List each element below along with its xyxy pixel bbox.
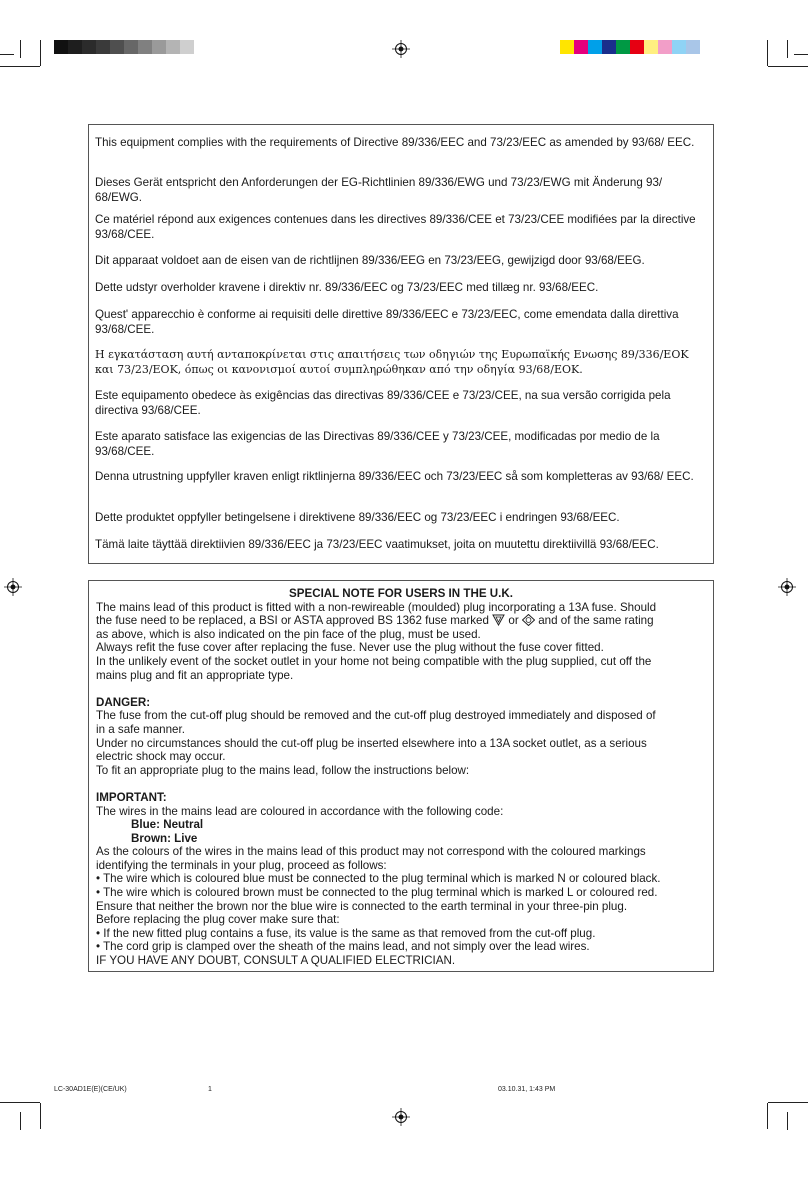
crop-mark [40,40,41,66]
danger-text: The fuse from the cut-off plug should be removed and the cut-off plug destroyed immediately and disposed of [96,709,656,723]
color-swatch [96,40,110,54]
color-swatch [180,40,194,54]
important-heading: IMPORTANT: [96,790,167,804]
compliance-no: Dette produktet oppfyller betingelsene i direktivene 89/336/EEC og 73/23/EEC i endringen 93/68/EEC. [95,511,620,524]
important-text: Before replacing the plug cover make sure that: [96,913,340,927]
important-text: As the colours of the wires in the mains lead of this product may not correspond with the coloured markings [96,845,646,859]
registration-mark-icon [4,578,22,596]
color-swatch [630,40,644,54]
bullet-item: • The cord grip is clamped over the sheath of the mains lead, and not simply over the lead wires. [96,940,590,954]
spacer [96,777,706,791]
danger-text: in a safe manner. [96,722,185,736]
compliance-it: Quest' apparecchio è conforme ai requisiti delle direttive 89/336/EEC e 73/23/EEC, come emendata dalla direttiva 93/68/CEE. [95,308,679,337]
compliance-sv: Denna utrustning uppfyller kraven enligt riktlinjerna 89/336/EEC och 73/23/EEC så som kompletteras av 93/68/ EEC. [95,470,694,483]
uk-note-text [96,614,706,628]
footer-timestamp: 03.10.31, 1:43 PM [498,1086,556,1093]
uk-note-text: as above, which is also indicated on the pin face of the plug, must be used. [96,627,481,641]
footer-page-number: 1 [208,1086,212,1093]
danger-text: Under no circumstances should the cut-off plug be inserted elsewhere into a 13A socket outlet, as a serious [96,736,647,750]
crop-mark [768,1102,808,1103]
bullet-item: • If the new fitted plug contains a fuse, its value is the same as that removed from the cut-off plug. [96,926,596,940]
color-swatch [166,40,180,54]
color-swatch [644,40,658,54]
color-swatch [152,40,166,54]
danger-text: electric shock may occur. [96,750,226,764]
compliance-fi: Tämä laite täyttää direktiivien 89/336/EEC ja 73/23/EEC vaatimukset, joita on muutettu direktiivillä 93/68/EEC. [95,538,659,551]
bullet-item: • The wire which is coloured brown must be connected to the plug terminal which is marked L or coloured red. [96,886,658,900]
compliance-el: Η εγκατάσταση αυτή ανταποκρίνεται στις απαιτήσεις των οδηγιών της Ευρωπαϊκής Ενωσης 89/336/ΕΟΚ και 73/23/ΕΟΚ, όπως οι κανονισμοί αυτοί συμπληρώθηκαν από την οδηγία 93/68/ΕΟΚ. [95,348,689,377]
crop-mark [787,1112,788,1130]
registration-mark-icon [392,40,410,58]
uk-note-text-part: and of the same rating [538,614,654,628]
wire-code-brown: Brown: Live [131,831,198,845]
compliance-da: Dette udstyr overholder kravene i direktiv nr. 89/336/EEC og 73/23/EEC med tillæg nr. 93/68/EEC. [95,281,599,294]
uk-note-title: SPECIAL NOTE FOR USERS IN THE U.K. [289,587,513,600]
color-swatch [54,40,68,54]
uk-note-text: In the unlikely event of the socket outlet in your home not being compatible with the plug supplied, cut off the [96,654,652,668]
color-swatch [616,40,630,54]
color-swatch [574,40,588,54]
uk-note-text-part: or [508,614,519,628]
final-warning: IF YOU HAVE ANY DOUBT, CONSULT A QUALIFIED ELECTRICIAN. [96,954,456,968]
footer-document-code: LC-30AD1E(E)(CE/UK) [54,1086,127,1093]
danger-heading: DANGER: [96,695,151,709]
important-text: identifying the terminals in your plug, proceed as follows: [96,858,387,872]
uk-note-text: The mains lead of this product is fitted with a non-rewireable (moulded) plug incorporating a 13A fuse. Should [96,600,657,614]
wire-code-blue: Blue: Neutral [131,818,204,832]
registration-mark-icon [778,578,796,596]
color-swatch [124,40,138,54]
compliance-pt: Este equipamento obedece às exigências das directivas 89/336/CEE e 73/23/CEE, na sua versão corrigida pela directiva 93/68/CEE. [95,389,671,418]
registration-mark-icon [392,1108,410,1126]
crop-mark [20,1112,21,1130]
color-swatch [68,40,82,54]
crop-mark [767,40,768,66]
color-swatch [560,40,574,54]
color-swatch [110,40,124,54]
spacer [96,682,706,696]
bullet-item: • The wire which is coloured blue must be connected to the plug terminal which is marked N or coloured black. [96,872,661,886]
crop-mark [768,66,808,67]
compliance-en: This equipment complies with the requirements of Directive 89/336/EEC and 73/23/EEC as amended by 93/68/ EEC. [95,136,695,149]
color-swatch [602,40,616,54]
crop-mark [794,54,808,55]
compliance-es: Este aparato satisface las exigencias de las Directivas 89/336/CEE y 73/23/CEE, modificadas por medio de la 93/68/CEE. [95,430,660,459]
important-text: The wires in the mains lead are coloured in accordance with the following code: [96,804,504,818]
uk-special-note-box [88,580,714,972]
compliance-nl: Dit apparaat voldoet aan de eisen van de richtlijnen 89/336/EEG en 73/23/EEG, gewijzigd door 93/68/EEG. [95,254,645,267]
bsi-kitemark-icon [492,614,505,626]
crop-mark [767,1103,768,1129]
danger-text: To fit an appropriate plug to the mains lead, follow the instructions below: [96,763,470,777]
compliance-de: Dieses Gerät entspricht den Anforderungen der EG-Richtlinien 89/336/EWG und 73/23/EWG mit Änderung 93/ 68/EWG. [95,176,663,205]
crop-mark [0,66,40,67]
gray-calibration-strip [54,40,194,54]
crop-mark [787,40,788,58]
uk-note-text: mains plug and fit an appropriate type. [96,668,294,682]
color-swatch [672,40,686,54]
color-calibration-strip [560,40,700,54]
asta-mark-icon [522,614,535,626]
crop-mark [20,40,21,58]
compliance-fr: Ce matériel répond aux exigences contenues dans les directives 89/336/CEE et 73/23/CEE modifiées par la directive 93/68/CEE. [95,213,696,242]
color-swatch [588,40,602,54]
color-swatch [82,40,96,54]
crop-mark [40,1103,41,1129]
uk-note-text-part: the fuse need to be replaced, a BSI or ASTA approved BS 1362 fuse marked [96,614,489,628]
crop-mark [0,54,14,55]
color-swatch [686,40,700,54]
compliance-statements-box [88,124,714,564]
color-swatch [658,40,672,54]
important-text: Ensure that neither the brown nor the blue wire is connected to the earth terminal in your three-pin plug. [96,899,628,913]
color-swatch [138,40,152,54]
crop-mark [0,1102,40,1103]
uk-note-text: Always refit the fuse cover after replacing the fuse. Never use the plug without the fuse cover fitted. [96,641,604,655]
